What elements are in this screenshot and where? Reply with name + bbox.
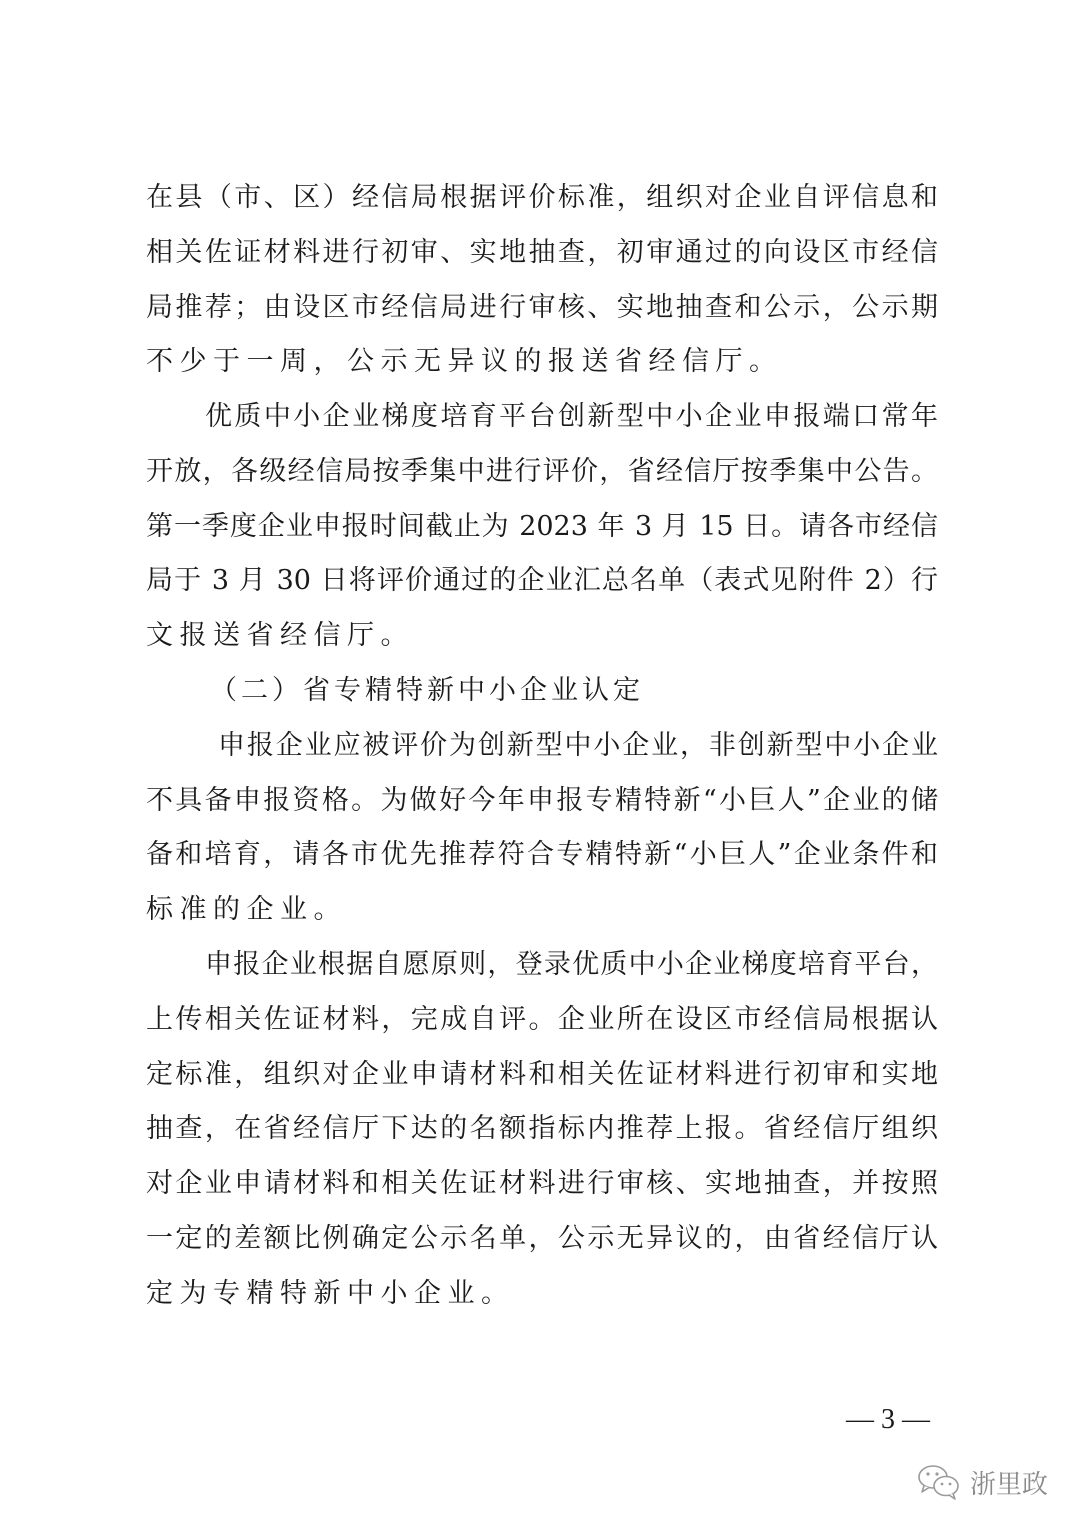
paragraph-4-line-3: 定标准，组织对企业申请材料和相关佐证材料进行初审和实地	[146, 1059, 938, 1090]
paragraph-1-line-1: 在县（市、区）经信局根据评价标准，组织对企业自评信息和	[146, 182, 938, 213]
paragraph-4-line-7: 定为专精特新中小企业。	[146, 1278, 515, 1309]
paragraph-2-line-4: 局于 3 月 30 日将评价通过的企业汇总名单（表式见附件 2）行	[146, 565, 938, 596]
paragraph-2-line-2: 开放，各级经信局按季集中进行评价，省经信厅按季集中公告。	[146, 456, 938, 487]
paragraph-1-line-4: 不少于一周，公示无异议的报送省经信厅。	[146, 346, 783, 377]
paragraph-4-line-4: 抽查，在省经信厅下达的名额指标内推荐上报。省经信厅组织	[146, 1113, 938, 1144]
paragraph-3-line-1: 申报企业应被评价为创新型中小企业，非创新型中小企业	[218, 730, 938, 761]
watermark	[916, 1460, 1048, 1504]
paragraph-1-line-3: 局推荐；由设区市经信局进行审核、实地抽查和公示，公示期	[146, 292, 938, 323]
paragraph-2-line-3: 第一季度企业申报时间截止为 2023 年 3 月 15 日。请各市经信	[146, 511, 938, 542]
paragraph-3-line-2: 不具备申报资格。为做好今年申报专精特新“小巨人”企业的储	[146, 785, 938, 816]
paragraph-2-line-1: 优质中小企业梯度培育平台创新型中小企业申报端口常年	[205, 401, 938, 432]
section-heading: （二）省专精特新中小企业认定	[210, 675, 644, 706]
paragraph-3-line-3: 备和培育，请各市优先推荐符合专精特新“小巨人”企业条件和	[146, 839, 938, 870]
paragraph-2-line-5: 文报送省经信厅。	[146, 620, 414, 651]
paragraph-4-line-6: 一定的差额比例确定公示名单，公示无异议的，由省经信厅认	[146, 1223, 938, 1254]
watermark-text: 浙里政	[970, 1469, 1049, 1500]
page-number: — 3 —	[846, 1404, 930, 1435]
paragraph-4-line-2: 上传相关佐证材料，完成自评。企业所在设区市经信局根据认	[146, 1004, 938, 1035]
paragraph-4-line-5: 对企业申请材料和相关佐证材料进行审核、实地抽查，并按照	[146, 1168, 938, 1199]
paragraph-1-line-2: 相关佐证材料进行初审、实地抽查，初审通过的向设区市经信	[146, 237, 938, 268]
paragraph-3-line-4: 标准的企业。	[146, 894, 347, 925]
paragraph-4-line-1: 申报企业根据自愿原则，登录优质中小企业梯度培育平台，	[205, 949, 938, 980]
wechat-icon	[916, 1462, 962, 1502]
